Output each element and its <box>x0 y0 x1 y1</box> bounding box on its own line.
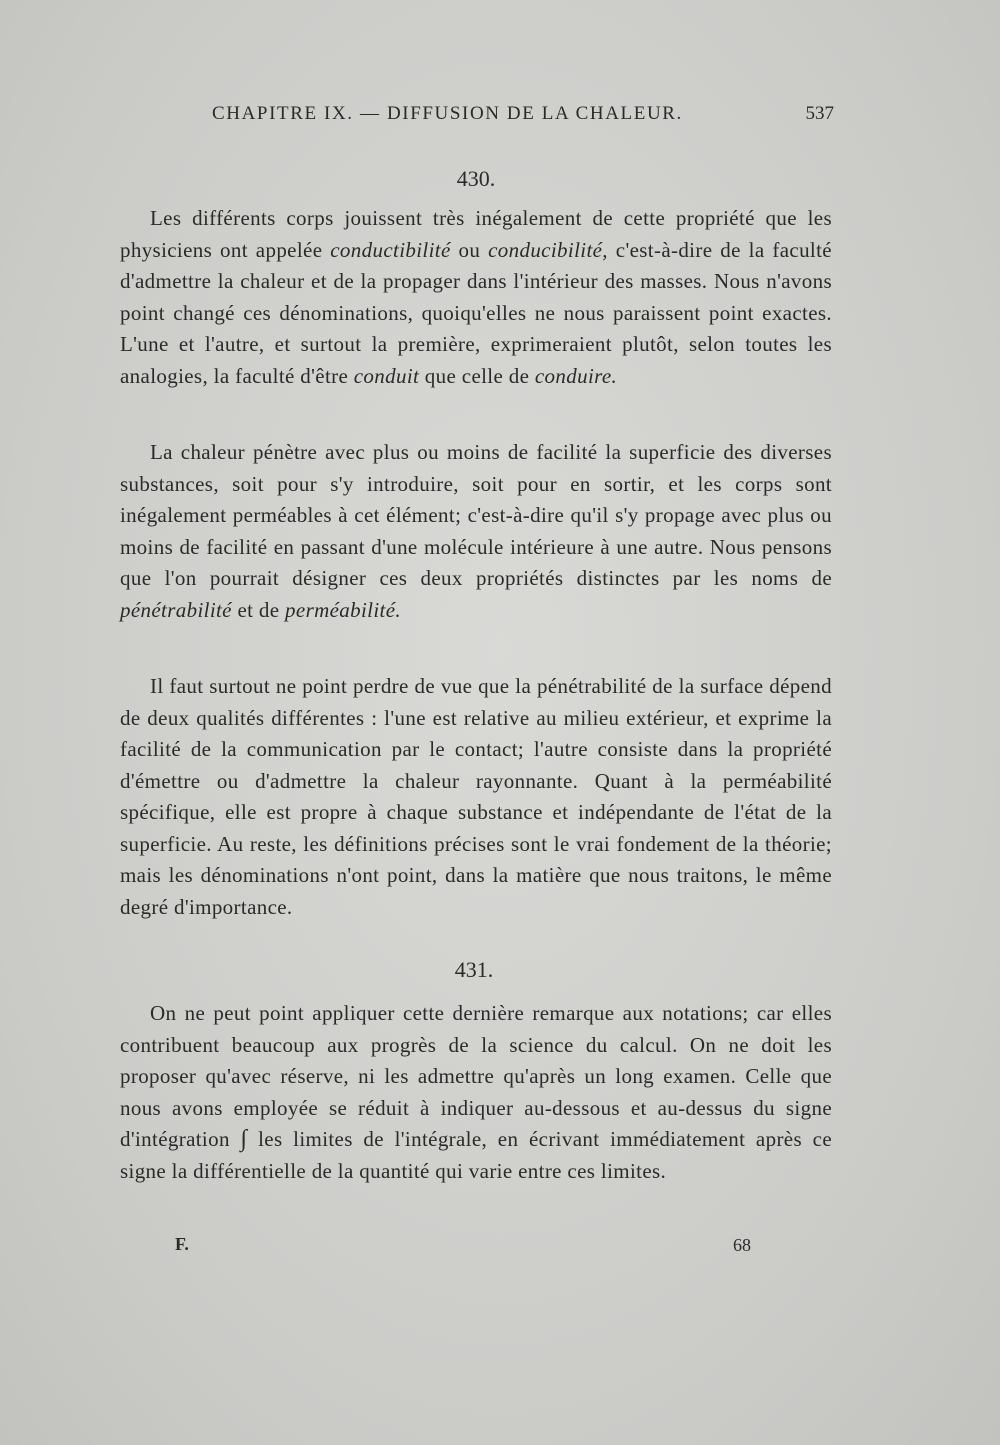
paragraph-1 <box>120 203 832 392</box>
page-number: 537 <box>805 103 834 124</box>
text-run: ou <box>450 237 489 262</box>
sheet-number: 68 <box>733 1235 751 1255</box>
text-run: Les différents corps jouissent très inégalement de cette propriété que les physiciens ont appelée <box>120 206 832 262</box>
section-number-430: 430. <box>456 166 496 191</box>
text-run: et de <box>231 597 286 622</box>
paragraph-3 <box>120 671 832 923</box>
italic-term: conductibilité <box>330 237 451 262</box>
italic-term: conducibilité, <box>488 237 608 262</box>
text-run: que celle de <box>419 363 535 388</box>
italic-term: perméabilité. <box>285 597 401 622</box>
text-run: La chaleur pénètre avec plus ou moins de facilité la superficie des diverses substances, soit pour s'y introduire, soit pour en sortir, et les corps sont inégalement perméables à cet élément; c'est-à-dire qu'il s'y propage avec plus ou moins de facilité en passant d'une molécule intérieure à une autre. Nous pensons que l'on pourrait désigner ces deux propriétés distinctes par les noms de <box>120 440 832 590</box>
italic-term: conduire. <box>534 363 618 388</box>
signature-mark: F. <box>175 1234 189 1254</box>
text-run: les limites de l'intégrale, en écrivant immédiatement après ce signe la différentielle de la quantité qui varie entre ces limites. <box>120 1127 832 1183</box>
text-run: c'est-à-dire de la faculté d'admettre la chaleur et de la propager dans l'intérieur des masses. Nous n'avons point changé ces dénominations, quoiqu'elles ne nous paraissent point exactes. L'une et l'autre, et surtout la première, exprimeraient plutôt, selon toutes les analogies, la faculté d'être <box>120 237 832 388</box>
paragraph-2 <box>120 437 832 626</box>
integral-sign: ∫ <box>240 1126 248 1152</box>
section-number-431: 431. <box>454 957 494 982</box>
text-run: On ne peut point appliquer cette dernière remarque aux notations; car elles contribuent beaucoup aux progrès de la science du calcul. On ne doit les proposer qu'avec réserve, ni les admettre qu'après un long examen. Celle que nous avons employée se réduit à indiquer au-dessous et au-dessus du signe d'intégration <box>120 1001 832 1151</box>
italic-term: pénétrabilité <box>120 597 232 622</box>
italic-term: conduit <box>353 363 420 388</box>
paragraph-4 <box>120 998 832 1187</box>
chapter-title: CHAPITRE IX. — DIFFUSION DE LA CHALEUR. <box>212 103 683 124</box>
paragraph-text: Il faut surtout ne point perdre de vue que la pénétrabilité de la surface dépend de deux qualités différentes : l'une est relative au milieu extérieur, et exprime la facilité de la communication par le contact; l'autre consiste dans la propriété d'émettre ou d'admettre la chaleur rayonnante. Quant à la perméabilité spécifique, elle est propre à chaque substance et indépendante de l'état de la superficie. Au reste, les définitions précises sont le vrai fondement de la théorie; mais les dénominations n'ont point, dans la matière que nous traitons, le même degré d'importance. <box>120 674 832 919</box>
